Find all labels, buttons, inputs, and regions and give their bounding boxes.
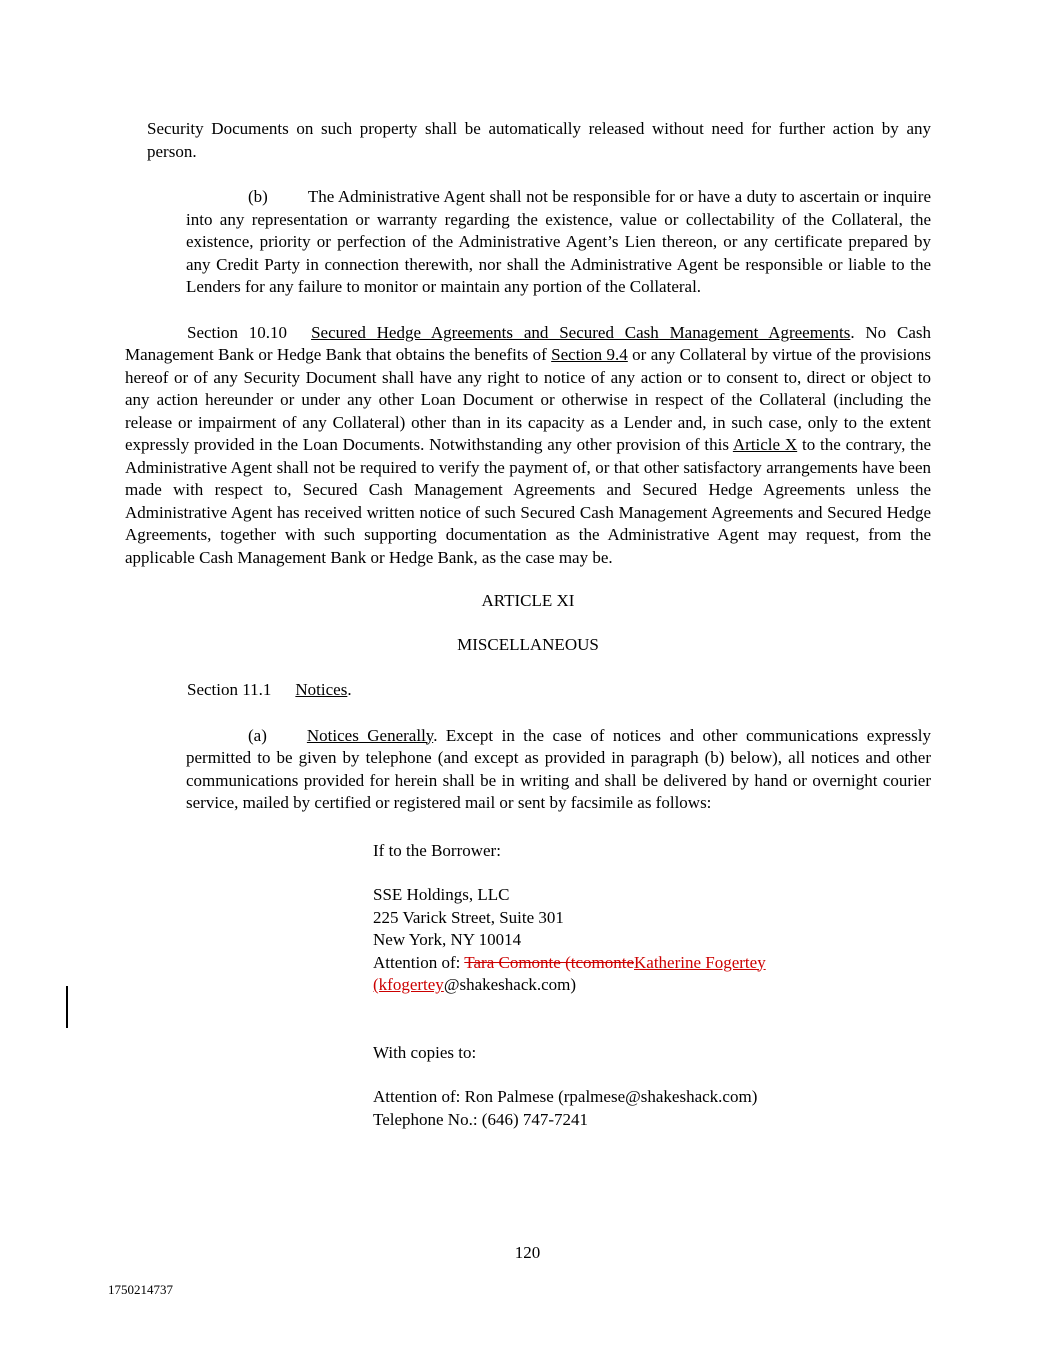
borrower-address-block xyxy=(373,840,931,1132)
article-xi-heading: ARTICLE XI xyxy=(481,591,575,610)
email-suffix: @shakeshack.com) xyxy=(443,975,577,994)
section-10-10-paragraph xyxy=(125,322,931,570)
section-11-1-period: . xyxy=(347,680,352,699)
copies-lines xyxy=(373,1086,931,1131)
section-11-1-heading: Notices xyxy=(295,680,348,699)
copies-attention-line: Attention of: Ron Palmese (rpalmese@shakeshack.com) xyxy=(373,1087,758,1106)
section-10-10-text-1: . No Cash Management Bank or Hedge Bank that obtains the benefits of xyxy=(125,322,932,364)
miscellaneous-heading: MISCELLANEOUS xyxy=(457,634,599,654)
paragraph-a-heading: Notices Generally xyxy=(306,725,434,745)
section-9-4-reference: Section 9.4 xyxy=(551,345,628,364)
article-x-reference: Article X xyxy=(732,435,798,454)
redline-deleted-text: Tara Comonte (tcomonte xyxy=(464,952,634,972)
copies-intro: With copies to: xyxy=(373,1042,477,1062)
section-10-10-heading: Secured Hedge Agreements and Secured Cash Management Agreements xyxy=(311,322,851,342)
page-number: 120 xyxy=(514,1243,541,1262)
section-10-10-text-3: to the contrary, the Administrative Agent shall not be required to verify the payment of, or that other satisfactory arrangements have been made with respect to, Secured Cash Management Agreements and Secured Hedge Agreements unless the Administrative Agent has received written notice of such Secured Cash Management Agreements and Secured Hedge Agreements, together with such supporting documentation as the Administrative Agent may request, from the applicable Cash Management Bank or Hedge Bank, as the case may be. xyxy=(125,435,931,567)
paragraph-a-text: . Except in the case of notices and other communications expressly permitted to be given by telephone (and except as provided in paragraph (b) below), all notices and other communications provided for herein shall be in writing and shall be delivered by hand or overnight courier service, mailed by certified or registered mail or sent by facsimile as follows: xyxy=(186,725,931,812)
paragraph-b-text: The Administrative Agent shall not be responsible for or have a duty to ascertain or inquire into any representation or warranty regarding the existence, value or collectability of the Collateral, the existence, priority or perfection of the Administrative Agent’s Lien thereon, or any certificate prepared by any Credit Party in connection therewith, nor shall the Administrative Agent be responsible or liable to the Lenders for any failure to monitor or maintain any portion of the Collateral. xyxy=(186,187,931,296)
paragraph-b xyxy=(186,186,931,299)
paragraph-continuation: Security Documents on such property shall be automatically released without need for further action by any person. xyxy=(147,119,931,161)
paragraph-b-label: (b) xyxy=(248,187,268,206)
attention-prefix: Attention of: xyxy=(373,952,465,972)
section-11-1-label: Section 11.1 xyxy=(187,680,272,699)
section-10-10-label: Section 10.10 xyxy=(187,322,288,342)
borrower-name-line: SSE Holdings, LLC xyxy=(373,885,510,904)
document-id-stamp: 1750214737 xyxy=(108,1282,173,1297)
redline-inserted-email: (kfogertey xyxy=(373,975,444,994)
page-content xyxy=(125,118,931,1131)
borrower-intro: If to the Borrower: xyxy=(373,840,501,860)
section-11-1-line xyxy=(125,679,931,702)
borrower-street-line: 225 Varick Street, Suite 301 xyxy=(373,907,564,927)
section-10-10-text-2: or any Collateral by virtue of the provisions hereof or of any Security Document shall have any right to notice of any action or to consent to, direct or object to any action hereunder or under any other Loan Document or otherwise in respect of the Collateral (including the release or impairment of any Collateral) other than in its capacity as a Lender and, in such case, only to the extent expressly provided in the Loan Documents. Notwithstanding any other provision of this xyxy=(125,345,931,454)
revision-change-bar xyxy=(66,986,68,1028)
borrower-city-line: New York, NY 10014 xyxy=(373,930,522,949)
paragraph-a xyxy=(186,725,931,815)
borrower-attention-line xyxy=(373,952,931,997)
paragraph-a-label: (a) xyxy=(248,725,267,745)
copies-telephone-line: Telephone No.: (646) 747-7241 xyxy=(373,1109,589,1129)
redline-inserted-name: Katherine Fogertey xyxy=(634,952,766,972)
borrower-address-lines xyxy=(373,884,931,997)
